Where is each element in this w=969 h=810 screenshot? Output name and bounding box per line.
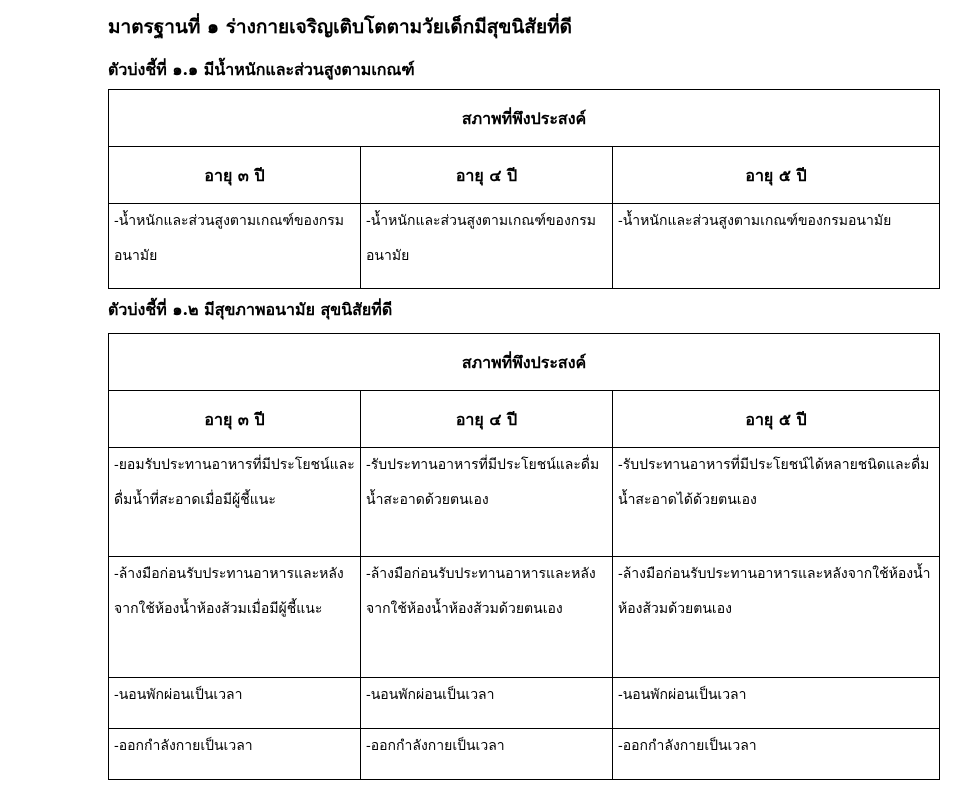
table-row [109,204,940,289]
age-5-header: อายุ ๕ ปี [613,391,940,448]
indicator-1-title: ตัวบ่งชี้ที่ ๑.๑ มีน้ำหนักและส่วนสูงตามเกณฑ์ [108,60,415,79]
table-cell: -นอนพักผ่อนเป็นเวลา [361,678,613,729]
table-cell: -ยอมรับประทานอาหารที่มีประโยชน์และดื่มน้ำที่สะอาดเมื่อมีผู้ชี้แนะ [109,448,361,557]
table-row [109,729,940,780]
age-4-header: อายุ ๔ ปี [361,147,613,204]
table-cell: -น้ำหนักและส่วนสูงตามเกณฑ์ของกรมอนามัย [109,204,361,289]
age-3-header: อายุ ๓ ปี [109,391,361,448]
standard-title: มาตรฐานที่ ๑ ร่างกายเจริญเติบโตตามวัยเด็กมีสุขนิสัยที่ดี [108,16,572,38]
age-3-header: อายุ ๓ ปี [109,147,361,204]
table-cell: -ออกกำลังกายเป็นเวลา [613,729,940,780]
table-cell: -รับประทานอาหารที่มีประโยชน์ได้หลายชนิดและดื่มน้ำสะอาดได้ด้วยตนเอง [613,448,940,557]
table-cell: -นอนพักผ่อนเป็นเวลา [109,678,361,729]
table-cell: -น้ำหนักและส่วนสูงตามเกณฑ์ของกรมอนามัย [613,204,940,289]
table-row [109,678,940,729]
desired-state-header: สภาพที่พึงประสงค์ [109,90,940,147]
desired-state-header: สภาพที่พึงประสงค์ [109,334,940,391]
table-cell: -ล้างมือก่อนรับประทานอาหารและหลังจากใช้ห้องน้ำห้องส้วมด้วยตนเอง [613,557,940,678]
indicator-2-title: ตัวบ่งชี้ที่ ๑.๒ มีสุขภาพอนามัย สุขนิสัยที่ดี [108,300,393,319]
indicator-2-table [108,333,940,780]
table-row [109,448,940,557]
table-cell: -น้ำหนักและส่วนสูงตามเกณฑ์ของกรมอนามัย [361,204,613,289]
table-cell: -ออกกำลังกายเป็นเวลา [361,729,613,780]
age-5-header: อายุ ๕ ปี [613,147,940,204]
table-cell: -ล้างมือก่อนรับประทานอาหารและหลังจากใช้ห้องน้ำห้องส้วมด้วยตนเอง [361,557,613,678]
table-cell: -รับประทานอาหารที่มีประโยชน์และดื่มน้ำสะอาดด้วยตนเอง [361,448,613,557]
table-cell: -นอนพักผ่อนเป็นเวลา [613,678,940,729]
table-cell: -ล้างมือก่อนรับประทานอาหารและหลังจากใช้ห้องน้ำห้องส้วมเมื่อมีผู้ชี้แนะ [109,557,361,678]
age-4-header: อายุ ๔ ปี [361,391,613,448]
table-row [109,557,940,678]
indicator-1-table [108,89,940,289]
table-cell: -ออกกำลังกายเป็นเวลา [109,729,361,780]
